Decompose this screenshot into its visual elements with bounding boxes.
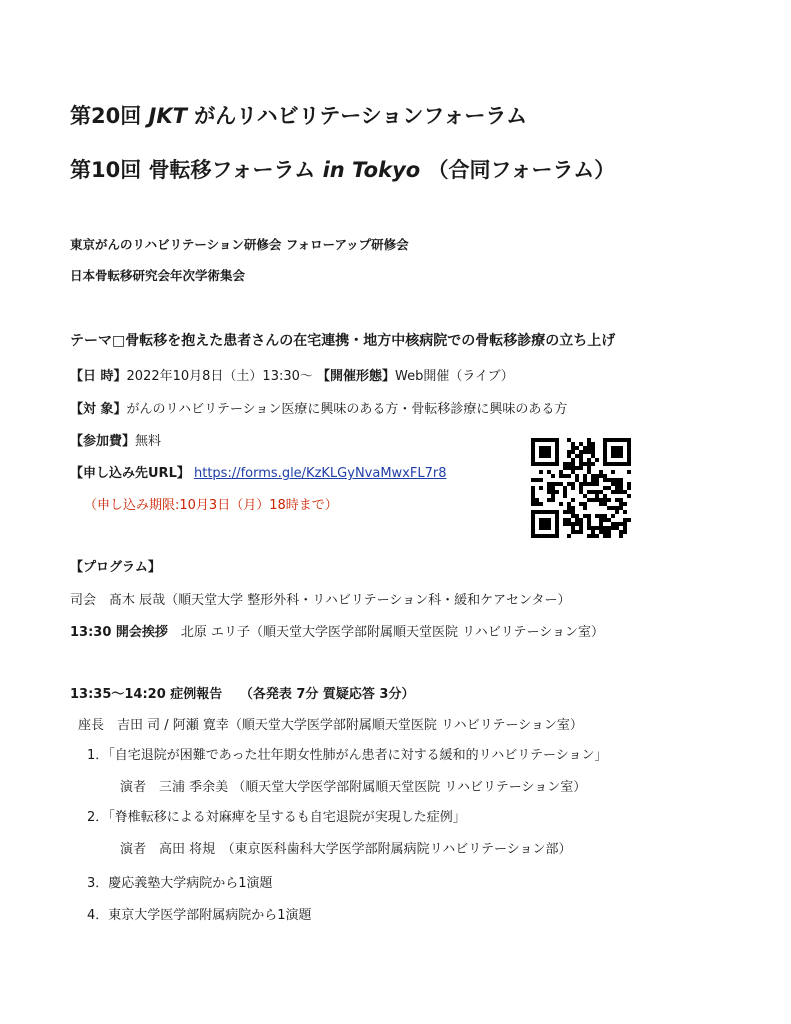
program-heading: 【プログラム】 [70, 560, 161, 575]
opening-line: 13:30 開会挨拶 北原 エリ子（順天堂大学医学部附属順天堂医院 リハビリテーション室） [70, 625, 605, 640]
qr-code-icon[interactable] [531, 438, 631, 538]
case-item-1-presenter: 演者 三浦 季余美 （順天堂大学医学部附属順天堂医院 リハビリテーション室） [120, 780, 587, 795]
case-item-3: 3．慶応義塾大学病院から1演題 [87, 876, 273, 891]
case-item-2-presenter: 演者 高田 将規 （東京医科歯科大学医学部附属病院リハビリテーション部） [120, 842, 572, 857]
case-item-4: 4．東京大学医学部附属病院から1演題 [87, 908, 312, 923]
deadline: （申し込み期限:10月3日（月）18時まで） [84, 498, 338, 513]
program-chair: 司会 髙木 辰哉（順天堂大学 整形外科・リハビリテーション科・緩和ケアセンター） [70, 593, 571, 608]
target-line: 【対 象】がんのリハビリテーション医療に興味のある方・骨転移診療に興味のある方 [70, 402, 568, 417]
cases-chair: 座長 吉田 司 / 阿瀬 寛幸（順天堂大学医学部附属順天堂医院 リハビリテーション室） [78, 718, 583, 733]
event-title-1: 第20回 JKT がんリハビリテーションフォーラム [70, 104, 528, 128]
case-item-1: 1．「自宅退院が困難であった壮年期女性肺がん患者に対する緩和的リハビリテーション」 [87, 748, 608, 763]
apply-line: 【申し込み先URL】 https://forms.gle/KzKLGyNvaMwxFL7r8 [70, 466, 447, 481]
cases-heading: 13:35～14:20 症例報告 （各発表 7分 質疑応答 3分） [70, 687, 415, 702]
case-item-2: 2．「脊椎転移による対麻痺を呈するも自宅退院が実現した症例」 [87, 810, 466, 825]
subtitle-2: 日本骨転移研究会年次学術集会 [70, 268, 246, 283]
apply-url-link[interactable]: https://forms.gle/KzKLGyNvaMwxFL7r8 [194, 466, 447, 481]
date-line: 【日 時】2022年10月8日（土）13:30～ 【開催形態】Web開催（ライブ） [70, 369, 514, 384]
subtitle-1: 東京がんのリハビリテーション研修会 フォローアップ研修会 [70, 237, 409, 252]
fee-line: 【参加費】無料 [70, 434, 162, 449]
event-title-2: 第10回 骨転移フォーラム in Tokyo （合同フォーラム） [70, 158, 616, 182]
theme: テーマ□骨転移を抱えた患者さんの在宅連携・地方中核病院での骨転移診療の立ち上げ [70, 333, 616, 349]
